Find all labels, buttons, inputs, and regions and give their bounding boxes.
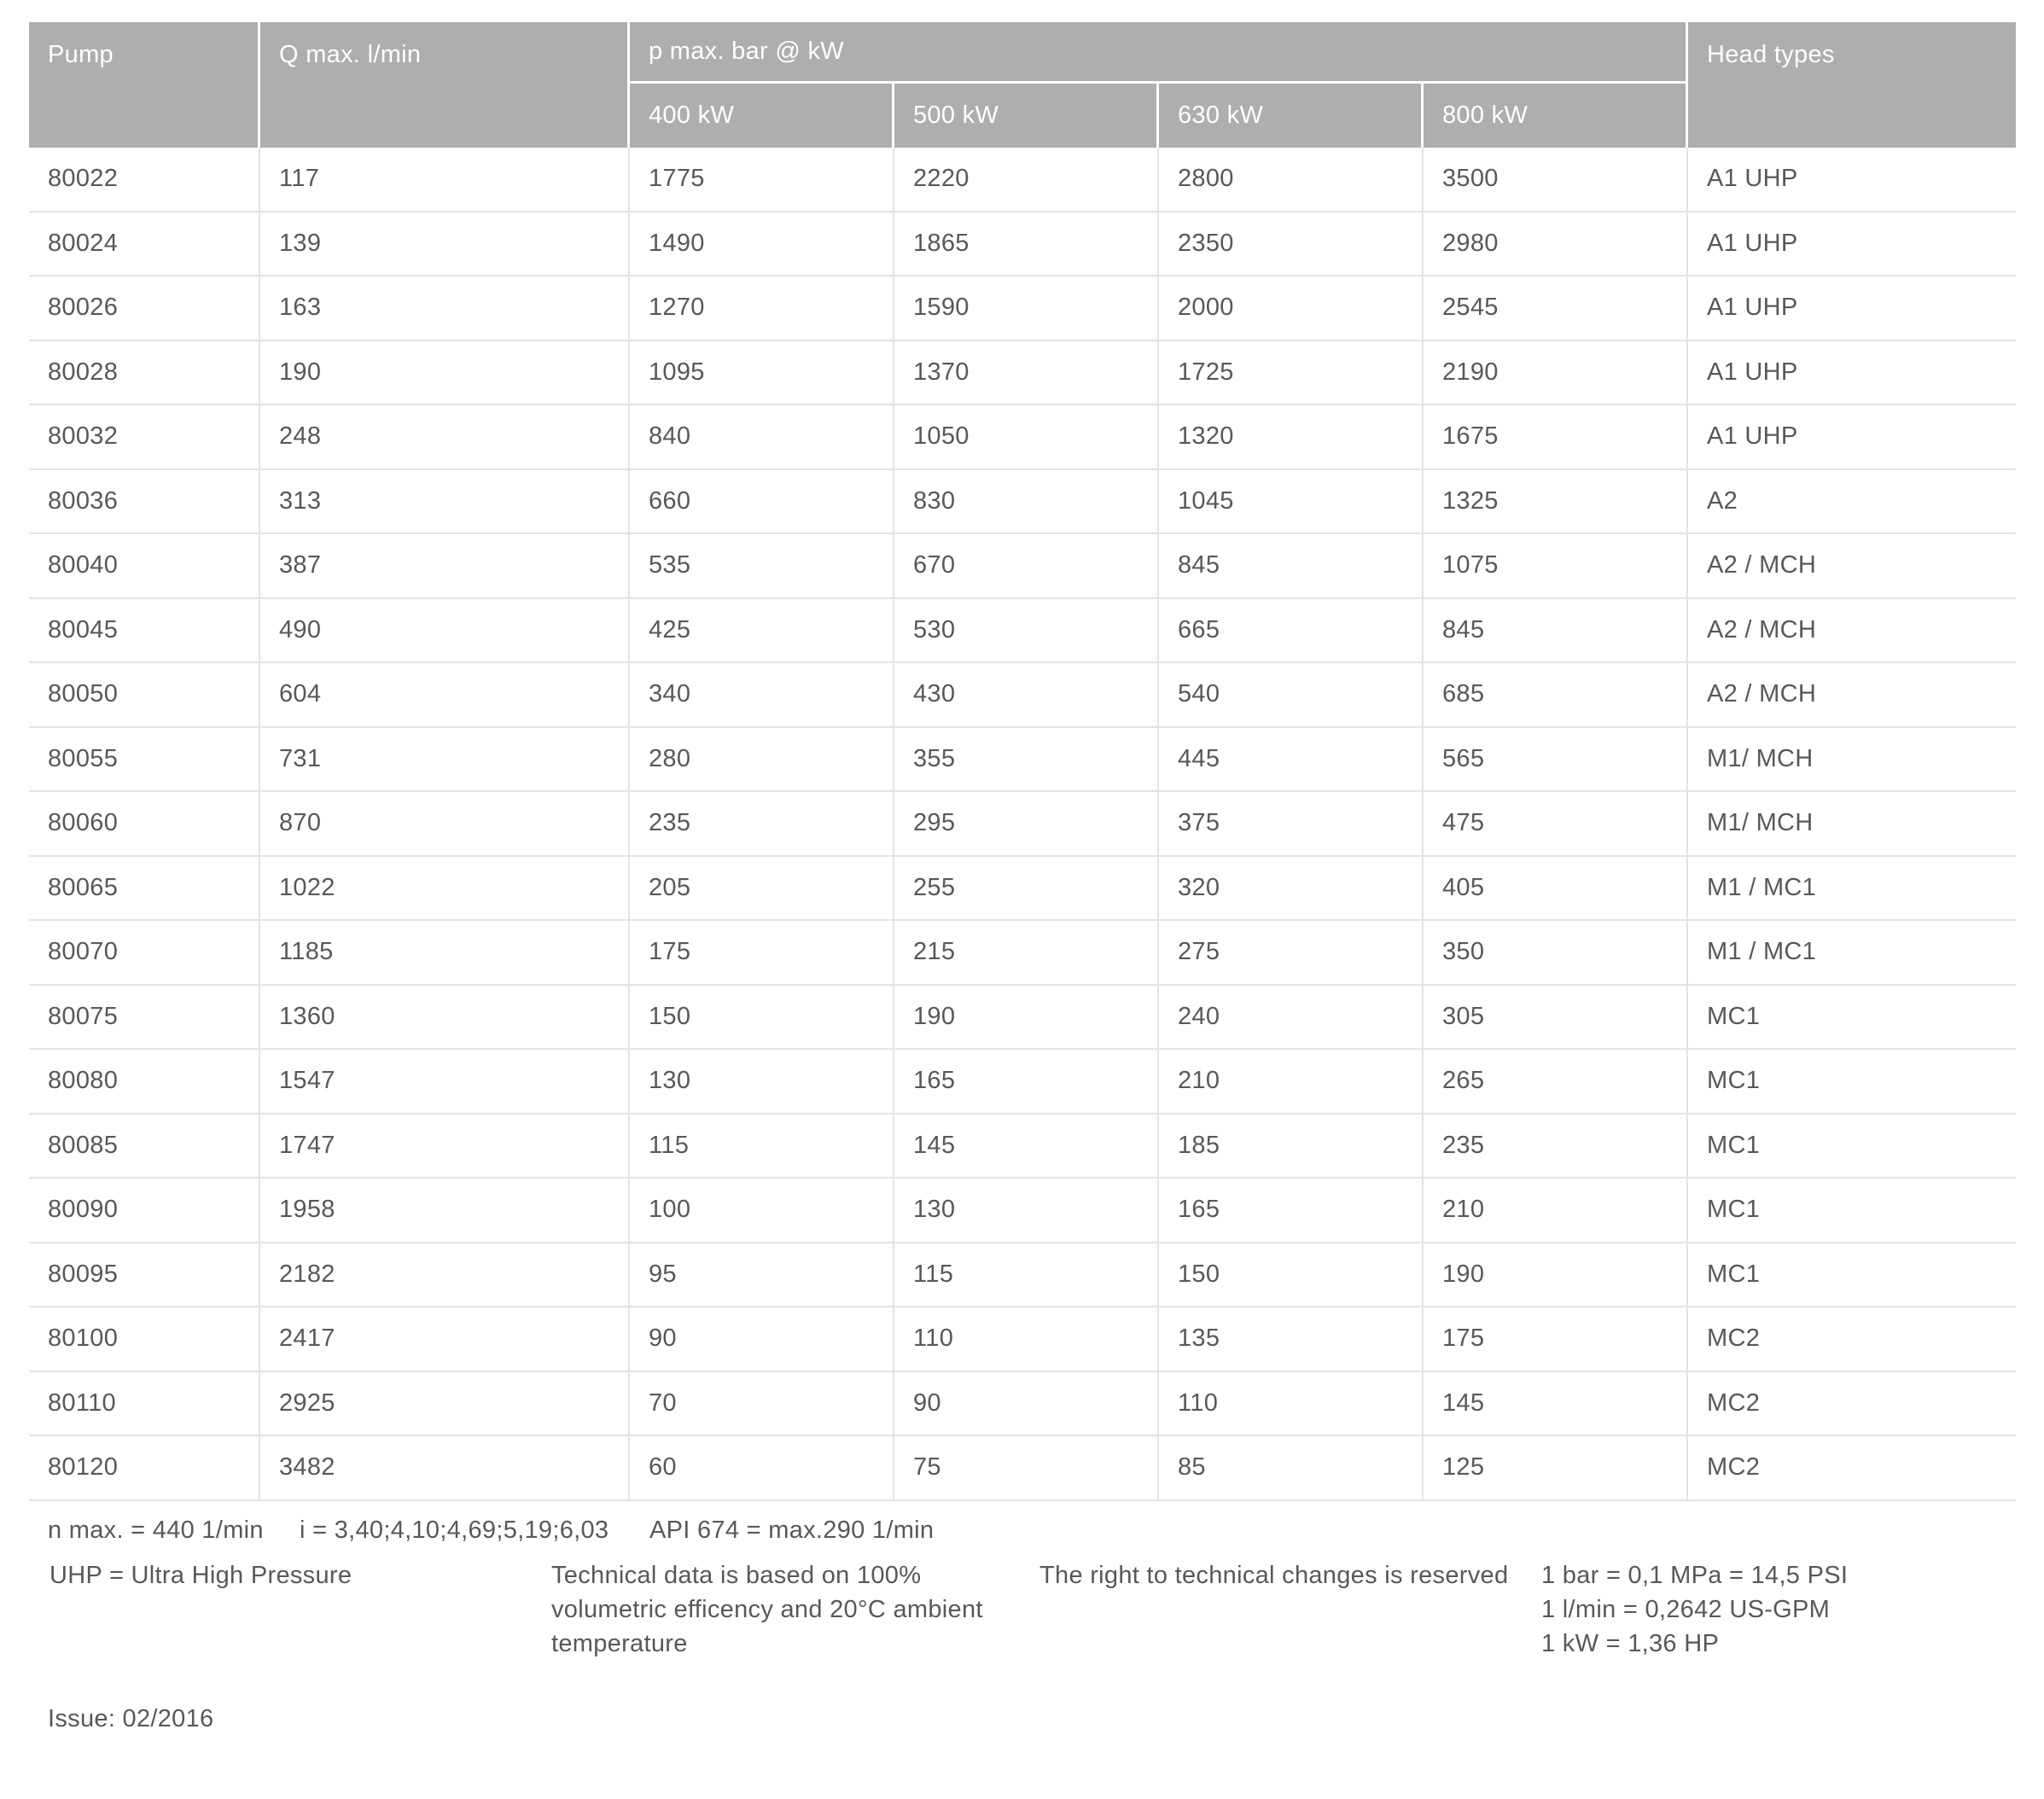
pump-cell: 80090 bbox=[29, 1179, 260, 1243]
head-type-cell: MC2 bbox=[1688, 1372, 2016, 1437]
qmax-cell: 387 bbox=[260, 534, 630, 599]
table-row bbox=[29, 1307, 2016, 1372]
head-type-cell: A1 UHP bbox=[1688, 405, 2016, 470]
col-header-400kw: 400 kW bbox=[630, 84, 894, 148]
pump-cell: 80065 bbox=[29, 857, 260, 922]
table-header bbox=[29, 22, 2016, 148]
kw-400-cell: 70 bbox=[630, 1372, 894, 1437]
conversion-line: 1 l/min = 0,2642 US-GPM bbox=[1541, 1595, 1831, 1623]
pump-cell: 80022 bbox=[29, 148, 260, 213]
table-row bbox=[29, 921, 2016, 986]
kw-630-cell: 185 bbox=[1159, 1115, 1424, 1179]
kw-400-cell: 425 bbox=[630, 599, 894, 664]
kw-400-cell: 130 bbox=[630, 1050, 894, 1115]
head-type-cell: MC1 bbox=[1688, 986, 2016, 1051]
note-technical-line: Technical data is based on 100% bbox=[551, 1561, 922, 1589]
table-row bbox=[29, 792, 2016, 857]
kw-800-cell: 565 bbox=[1424, 728, 1688, 793]
head-type-cell: A1 UHP bbox=[1688, 213, 2016, 277]
kw-800-cell: 845 bbox=[1424, 599, 1688, 664]
table-row bbox=[29, 857, 2016, 922]
note-i-ratios: i = 3,40;4,10;4,69;5,19;6,03 bbox=[300, 1516, 609, 1544]
kw-500-cell: 430 bbox=[894, 663, 1159, 728]
table-row bbox=[29, 213, 2016, 277]
kw-630-cell: 210 bbox=[1159, 1050, 1424, 1115]
kw-630-cell: 165 bbox=[1159, 1179, 1424, 1243]
kw-400-cell: 280 bbox=[630, 728, 894, 793]
note-unit-conversions bbox=[1541, 1558, 1848, 1661]
qmax-cell: 1958 bbox=[260, 1179, 630, 1243]
qmax-cell: 139 bbox=[260, 213, 630, 277]
notes-block bbox=[49, 1558, 2044, 1661]
kw-500-cell: 165 bbox=[894, 1050, 1159, 1115]
qmax-cell: 1360 bbox=[260, 986, 630, 1051]
kw-500-cell: 1865 bbox=[894, 213, 1159, 277]
head-type-cell: A1 UHP bbox=[1688, 277, 2016, 341]
kw-630-cell: 845 bbox=[1159, 534, 1424, 599]
col-header-head-types: Head types bbox=[1688, 22, 2016, 148]
table-row bbox=[29, 663, 2016, 728]
kw-630-cell: 1725 bbox=[1159, 341, 1424, 406]
kw-800-cell: 305 bbox=[1424, 986, 1688, 1051]
kw-400-cell: 205 bbox=[630, 857, 894, 922]
kw-630-cell: 2350 bbox=[1159, 213, 1424, 277]
kw-630-cell: 85 bbox=[1159, 1436, 1424, 1501]
qmax-cell: 1185 bbox=[260, 921, 630, 986]
head-type-cell: M1 / MC1 bbox=[1688, 921, 2016, 986]
kw-500-cell: 830 bbox=[894, 470, 1159, 535]
qmax-cell: 870 bbox=[260, 792, 630, 857]
qmax-cell: 490 bbox=[260, 599, 630, 664]
table-row bbox=[29, 1436, 2016, 1501]
head-type-cell: M1/ MCH bbox=[1688, 728, 2016, 793]
kw-500-cell: 75 bbox=[894, 1436, 1159, 1501]
note-technical-basis bbox=[551, 1558, 1039, 1661]
qmax-cell: 1547 bbox=[260, 1050, 630, 1115]
note-uhp: UHP = Ultra High Pressure bbox=[49, 1561, 352, 1589]
head-type-cell: MC2 bbox=[1688, 1307, 2016, 1372]
qmax-cell: 2417 bbox=[260, 1307, 630, 1372]
table-row bbox=[29, 599, 2016, 664]
head-type-cell: MC1 bbox=[1688, 1050, 2016, 1115]
issue-date: Issue: 02/2016 bbox=[48, 1704, 214, 1732]
kw-400-cell: 535 bbox=[630, 534, 894, 599]
pump-cell: 80110 bbox=[29, 1372, 260, 1437]
kw-400-cell: 1095 bbox=[630, 341, 894, 406]
kw-500-cell: 295 bbox=[894, 792, 1159, 857]
kw-400-cell: 115 bbox=[630, 1115, 894, 1179]
qmax-cell: 2182 bbox=[260, 1243, 630, 1308]
kw-800-cell: 125 bbox=[1424, 1436, 1688, 1501]
head-type-cell: MC1 bbox=[1688, 1243, 2016, 1308]
pump-cell: 80032 bbox=[29, 405, 260, 470]
table-row bbox=[29, 1372, 2016, 1437]
kw-800-cell: 145 bbox=[1424, 1372, 1688, 1437]
kw-400-cell: 60 bbox=[630, 1436, 894, 1501]
qmax-cell: 248 bbox=[260, 405, 630, 470]
kw-800-cell: 1075 bbox=[1424, 534, 1688, 599]
kw-500-cell: 530 bbox=[894, 599, 1159, 664]
table-row bbox=[29, 1050, 2016, 1115]
table-row bbox=[29, 277, 2016, 341]
kw-800-cell: 685 bbox=[1424, 663, 1688, 728]
kw-630-cell: 540 bbox=[1159, 663, 1424, 728]
kw-400-cell: 340 bbox=[630, 663, 894, 728]
pump-cell: 80024 bbox=[29, 213, 260, 277]
kw-630-cell: 150 bbox=[1159, 1243, 1424, 1308]
qmax-cell: 313 bbox=[260, 470, 630, 535]
col-header-800kw: 800 kW bbox=[1424, 84, 1688, 148]
kw-400-cell: 175 bbox=[630, 921, 894, 986]
kw-630-cell: 445 bbox=[1159, 728, 1424, 793]
qmax-cell: 604 bbox=[260, 663, 630, 728]
head-type-cell: MC2 bbox=[1688, 1436, 2016, 1501]
qmax-cell: 3482 bbox=[260, 1436, 630, 1501]
note-technical-line: temperature bbox=[551, 1629, 688, 1657]
note-rights-reserved: The right to technical changes is reserved bbox=[1039, 1561, 1509, 1589]
pump-cell: 80085 bbox=[29, 1115, 260, 1179]
head-type-cell: A2 / MCH bbox=[1688, 534, 2016, 599]
kw-400-cell: 150 bbox=[630, 986, 894, 1051]
kw-800-cell: 1675 bbox=[1424, 405, 1688, 470]
pump-cell: 80075 bbox=[29, 986, 260, 1051]
pump-cell: 80026 bbox=[29, 277, 260, 341]
head-type-cell: MC1 bbox=[1688, 1179, 2016, 1243]
kw-400-cell: 95 bbox=[630, 1243, 894, 1308]
kw-400-cell: 1490 bbox=[630, 213, 894, 277]
col-header-qmax: Q max. l/min bbox=[260, 22, 630, 148]
col-header-500kw: 500 kW bbox=[894, 84, 1159, 148]
kw-800-cell: 2980 bbox=[1424, 213, 1688, 277]
kw-800-cell: 265 bbox=[1424, 1050, 1688, 1115]
table-row bbox=[29, 1115, 2016, 1179]
kw-630-cell: 1320 bbox=[1159, 405, 1424, 470]
kw-500-cell: 190 bbox=[894, 986, 1159, 1051]
conversion-line: 1 kW = 1,36 HP bbox=[1541, 1629, 1720, 1657]
kw-630-cell: 320 bbox=[1159, 857, 1424, 922]
head-type-cell: M1 / MC1 bbox=[1688, 857, 2016, 922]
kw-800-cell: 2190 bbox=[1424, 341, 1688, 406]
pump-cell: 80036 bbox=[29, 470, 260, 535]
kw-400-cell: 1270 bbox=[630, 277, 894, 341]
kw-630-cell: 275 bbox=[1159, 921, 1424, 986]
head-type-cell: M1/ MCH bbox=[1688, 792, 2016, 857]
conversion-line: 1 bar = 0,1 MPa = 14,5 PSI bbox=[1541, 1561, 1849, 1589]
kw-800-cell: 190 bbox=[1424, 1243, 1688, 1308]
table-row bbox=[29, 405, 2016, 470]
kw-400-cell: 100 bbox=[630, 1179, 894, 1243]
kw-800-cell: 405 bbox=[1424, 857, 1688, 922]
head-type-cell: A2 / MCH bbox=[1688, 663, 2016, 728]
kw-500-cell: 670 bbox=[894, 534, 1159, 599]
note-technical-line: volumetric efficency and 20°C ambient bbox=[551, 1595, 983, 1623]
kw-800-cell: 235 bbox=[1424, 1115, 1688, 1179]
kw-400-cell: 1775 bbox=[630, 148, 894, 213]
kw-630-cell: 2000 bbox=[1159, 277, 1424, 341]
pump-cell: 80080 bbox=[29, 1050, 260, 1115]
pump-cell: 80120 bbox=[29, 1436, 260, 1501]
kw-500-cell: 145 bbox=[894, 1115, 1159, 1179]
kw-500-cell: 130 bbox=[894, 1179, 1159, 1243]
kw-630-cell: 135 bbox=[1159, 1307, 1424, 1372]
kw-630-cell: 1045 bbox=[1159, 470, 1424, 535]
kw-630-cell: 2800 bbox=[1159, 148, 1424, 213]
pump-cell: 80060 bbox=[29, 792, 260, 857]
pump-cell: 80040 bbox=[29, 534, 260, 599]
head-type-cell: MC1 bbox=[1688, 1115, 2016, 1179]
pump-cell: 80100 bbox=[29, 1307, 260, 1372]
table-row bbox=[29, 341, 2016, 406]
kw-500-cell: 110 bbox=[894, 1307, 1159, 1372]
table-row bbox=[29, 470, 2016, 535]
kw-800-cell: 350 bbox=[1424, 921, 1688, 986]
kw-400-cell: 235 bbox=[630, 792, 894, 857]
qmax-cell: 163 bbox=[260, 277, 630, 341]
qmax-cell: 117 bbox=[260, 148, 630, 213]
kw-630-cell: 375 bbox=[1159, 792, 1424, 857]
pump-cell: 80095 bbox=[29, 1243, 260, 1308]
kw-400-cell: 840 bbox=[630, 405, 894, 470]
kw-800-cell: 475 bbox=[1424, 792, 1688, 857]
qmax-cell: 190 bbox=[260, 341, 630, 406]
kw-400-cell: 660 bbox=[630, 470, 894, 535]
kw-630-cell: 240 bbox=[1159, 986, 1424, 1051]
kw-500-cell: 1050 bbox=[894, 405, 1159, 470]
qmax-cell: 1022 bbox=[260, 857, 630, 922]
kw-500-cell: 1590 bbox=[894, 277, 1159, 341]
kw-500-cell: 115 bbox=[894, 1243, 1159, 1308]
table-row bbox=[29, 986, 2016, 1051]
pump-spec-table bbox=[29, 22, 2016, 1501]
kw-800-cell: 3500 bbox=[1424, 148, 1688, 213]
kw-800-cell: 175 bbox=[1424, 1307, 1688, 1372]
head-type-cell: A2 bbox=[1688, 470, 2016, 535]
kw-500-cell: 2220 bbox=[894, 148, 1159, 213]
head-type-cell: A2 / MCH bbox=[1688, 599, 2016, 664]
kw-500-cell: 215 bbox=[894, 921, 1159, 986]
table-row bbox=[29, 1179, 2016, 1243]
pump-cell: 80055 bbox=[29, 728, 260, 793]
pump-cell: 80050 bbox=[29, 663, 260, 728]
pump-cell: 80028 bbox=[29, 341, 260, 406]
kw-500-cell: 255 bbox=[894, 857, 1159, 922]
table-row bbox=[29, 728, 2016, 793]
kw-800-cell: 210 bbox=[1424, 1179, 1688, 1243]
kw-800-cell: 2545 bbox=[1424, 277, 1688, 341]
pump-cell: 80070 bbox=[29, 921, 260, 986]
col-header-pmax-group: p max. bar @ kW bbox=[630, 22, 1688, 84]
head-type-cell: A1 UHP bbox=[1688, 148, 2016, 213]
kw-400-cell: 90 bbox=[630, 1307, 894, 1372]
kw-630-cell: 665 bbox=[1159, 599, 1424, 664]
table-row bbox=[29, 148, 2016, 213]
notes-line-speed bbox=[48, 1517, 2044, 1545]
header-group-row bbox=[29, 22, 2016, 84]
col-header-pump: Pump bbox=[29, 22, 260, 148]
pump-cell: 80045 bbox=[29, 599, 260, 664]
table-body bbox=[29, 148, 2016, 1501]
table-row bbox=[29, 534, 2016, 599]
kw-500-cell: 90 bbox=[894, 1372, 1159, 1437]
note-n-max: n max. = 440 1/min bbox=[48, 1516, 264, 1544]
table-row bbox=[29, 1243, 2016, 1308]
qmax-cell: 2925 bbox=[260, 1372, 630, 1437]
kw-630-cell: 110 bbox=[1159, 1372, 1424, 1437]
head-type-cell: A1 UHP bbox=[1688, 341, 2016, 406]
kw-500-cell: 1370 bbox=[894, 341, 1159, 406]
note-api: API 674 = max.290 1/min bbox=[649, 1516, 935, 1544]
kw-500-cell: 355 bbox=[894, 728, 1159, 793]
qmax-cell: 1747 bbox=[260, 1115, 630, 1179]
qmax-cell: 731 bbox=[260, 728, 630, 793]
kw-800-cell: 1325 bbox=[1424, 470, 1688, 535]
col-header-630kw: 630 kW bbox=[1159, 84, 1424, 148]
